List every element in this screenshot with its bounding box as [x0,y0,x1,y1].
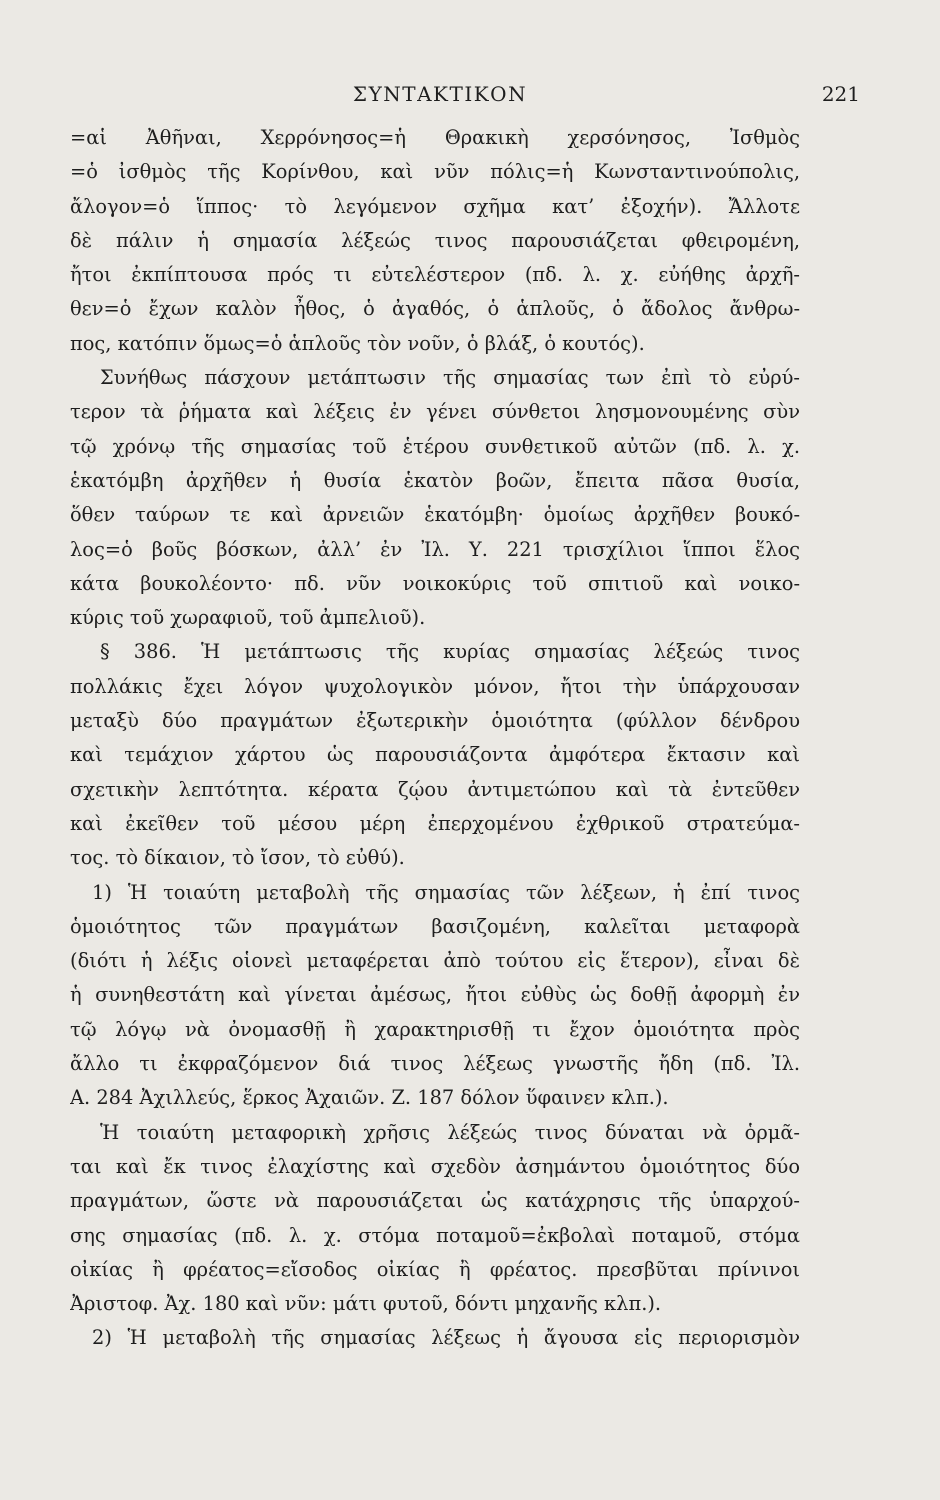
text-line: 1) Ἡ τοιαύτη μεταβολὴ τῆς σημασίας τῶν λέξεων, ἡ ἐπί τινος [92,880,800,904]
text-line: =αἱ Ἀθῆναι, Χερρόνησος=ἡ Θρακικὴ χερσόνησος, Ἰσθμὸς [70,126,800,149]
text-line: (διότι ἡ λέξις οἱονεὶ μεταφέρεται ἀπὸ τούτου εἰς ἕτερον), εἶναι δὲ [70,949,800,973]
text-line: ἑκατόμβη ἀρχῆθεν ἡ θυσία ἑκατὸν βοῶν, ἔπειτα πᾶσα θυσία, [70,468,800,492]
text-line: σης σημασίας (πδ. λ. χ. στόμα ποταμοῦ=ἐκβολαὶ ποταμοῦ, στόμα [70,1223,800,1247]
text-line: καὶ ἐκεῖθεν τοῦ μέσου μέρη ἐπερχομένου ἐχθρικοῦ στρατεύμα- [70,811,800,835]
text-line: ὅθεν ταύρων τε καὶ ἀρνειῶν ἑκατόμβη· ὁμοίως ἀρχῆθεν βουκό- [70,503,800,527]
text-line: =ὁ ἰσθμὸς τῆς Κορίνθου, καὶ νῦν πόλις=ἡ Κωνσταντινούπολις, [70,160,800,184]
text-line: ὁμοιότητος τῶν πραγμάτων βασιζομένη, καλεῖται μεταφορὰ [70,914,800,938]
text-line: Ἀριστοφ. Ἀχ. 180 καὶ νῦν: μάτι φυτοῦ, δόντι μηχανῆς κλπ.). [70,1292,662,1316]
running-title: ΣΥΝΤΑΚΤΙΚΟΝ [352,82,528,106]
text-line: ἡ συνηθεστάτη καὶ γίνεται ἀμέσως, ἤτοι εὐθὺς ὡς δοθῇ ἀφορμὴ ἐν [70,983,800,1007]
text-line: § 386. Ἡ μετάπτωσις τῆς κυρίας σημασίας λέξεώς τινος [100,640,800,664]
text-line: πολλάκις ἔχει λόγον ψυχολογικὸν μόνον, ἤτοι τὴν ὑπάρχουσαν [70,674,800,698]
text-line: πος, κατόπιν ὅμως=ὁ ἁπλοῦς τὸν νοῦν, ὁ βλάξ, ὁ κουτός). [70,331,645,355]
text-line: τος. τὸ δίκαιον, τὸ ἴσον, τὸ εὐθύ). [70,846,405,870]
text-line: πραγμάτων, ὥστε νὰ παρουσιάζεται ὡς κατάχρησις τῆς ὑπαρχού- [70,1189,800,1213]
text-line: ἄλογον=ὁ ἵππος· τὸ λεγόμενον σχῆμα κατ’ ἐξοχήν). Ἄλλοτε [70,194,800,218]
text-line: κύρις τοῦ χωραφιοῦ, τοῦ ἀμπελιοῦ). [70,606,426,630]
text-line: ἄλλο τι ἐκφραζόμενον διά τινος λέξεως γνωστῆς ἤδη (πδ. Ἰλ. [70,1052,800,1076]
page-header [70,82,860,118]
text-line: κάτα βουκολέοντο· πδ. νῦν νοικοκύρις τοῦ σπιτιοῦ καὶ νοικο- [70,571,800,595]
text-line: 2) Ἡ μεταβολὴ τῆς σημασίας λέξεως ἡ ἄγουσα εἰς περιορισμὸν [92,1326,800,1350]
text-line: ται καὶ ἔκ τινος ἐλαχίστης καὶ σχεδὸν ἀσημάντου ὁμοιότητος δύο [70,1154,800,1178]
text-line: μεταξὺ δύο πραγμάτων ἐξωτερικὴν ὁμοιότητα (φύλλον δένδρου [70,709,800,733]
text-line: οἰκίας ἢ φρέατος=εἴσοδος οἰκίας ἢ φρέατος. πρεσβῦται πρίνινοι [70,1257,800,1281]
text-line: δὲ πάλιν ἡ σημασία λέξεώς τινος παρουσιάζεται φθειρομένη, [70,228,800,252]
text-line: τερον τὰ ῥήματα καὶ λέξεις ἐν γένει σύνθετοι λησμονουμένης σὺν [70,400,800,424]
body-text [70,121,940,1356]
text-line: λος=ὁ βοῦς βόσκων, ἀλλ’ ἐν Ἰλ. Υ. 221 τρισχίλιοι ἵπποι ἕλος [70,537,800,561]
text-line: Συνήθως πάσχουν μετάπτωσιν τῆς σημασίας των ἐπὶ τὸ εὐρύ- [100,366,800,390]
text-line: σχετικὴν λεπτότητα. κέρατα ζῴου ἀντιμετώπου καὶ τὰ ἐντεῦθεν [70,777,800,801]
text-line: τῷ χρόνῳ τῆς σημασίας τοῦ ἑτέρου συνθετικοῦ αὐτῶν (πδ. λ. χ. [70,434,800,458]
text-line: Α. 284 Ἀχιλλεύς, ἕρκος Ἀχαιῶν. Ζ. 187 δόλον ὕφαινεν κλπ.). [70,1086,669,1110]
text-line: ἤτοι ἐκπίπτουσα πρός τι εὐτελέστερον (πδ. λ. χ. εὐήθης ἀρχῆ- [70,263,800,287]
text-line: καὶ τεμάχιον χάρτου ὡς παρουσιάζοντα ἀμφότερα ἔκτασιν καὶ [70,743,800,767]
text-line: τῷ λόγῳ νὰ ὀνομασθῇ ἢ χαρακτηρισθῇ τι ἔχον ὁμοιότητα πρὸς [70,1017,800,1041]
page-number: 221 [821,82,860,106]
text-line: θεν=ὁ ἔχων καλὸν ἦθος, ὁ ἀγαθός, ὁ ἁπλοῦς, ὁ ἄδολος ἄνθρω- [70,297,800,321]
text-line: Ἡ τοιαύτη μεταφορικὴ χρῆσις λέξεώς τινος δύναται νὰ ὁρμᾶ- [100,1120,800,1144]
